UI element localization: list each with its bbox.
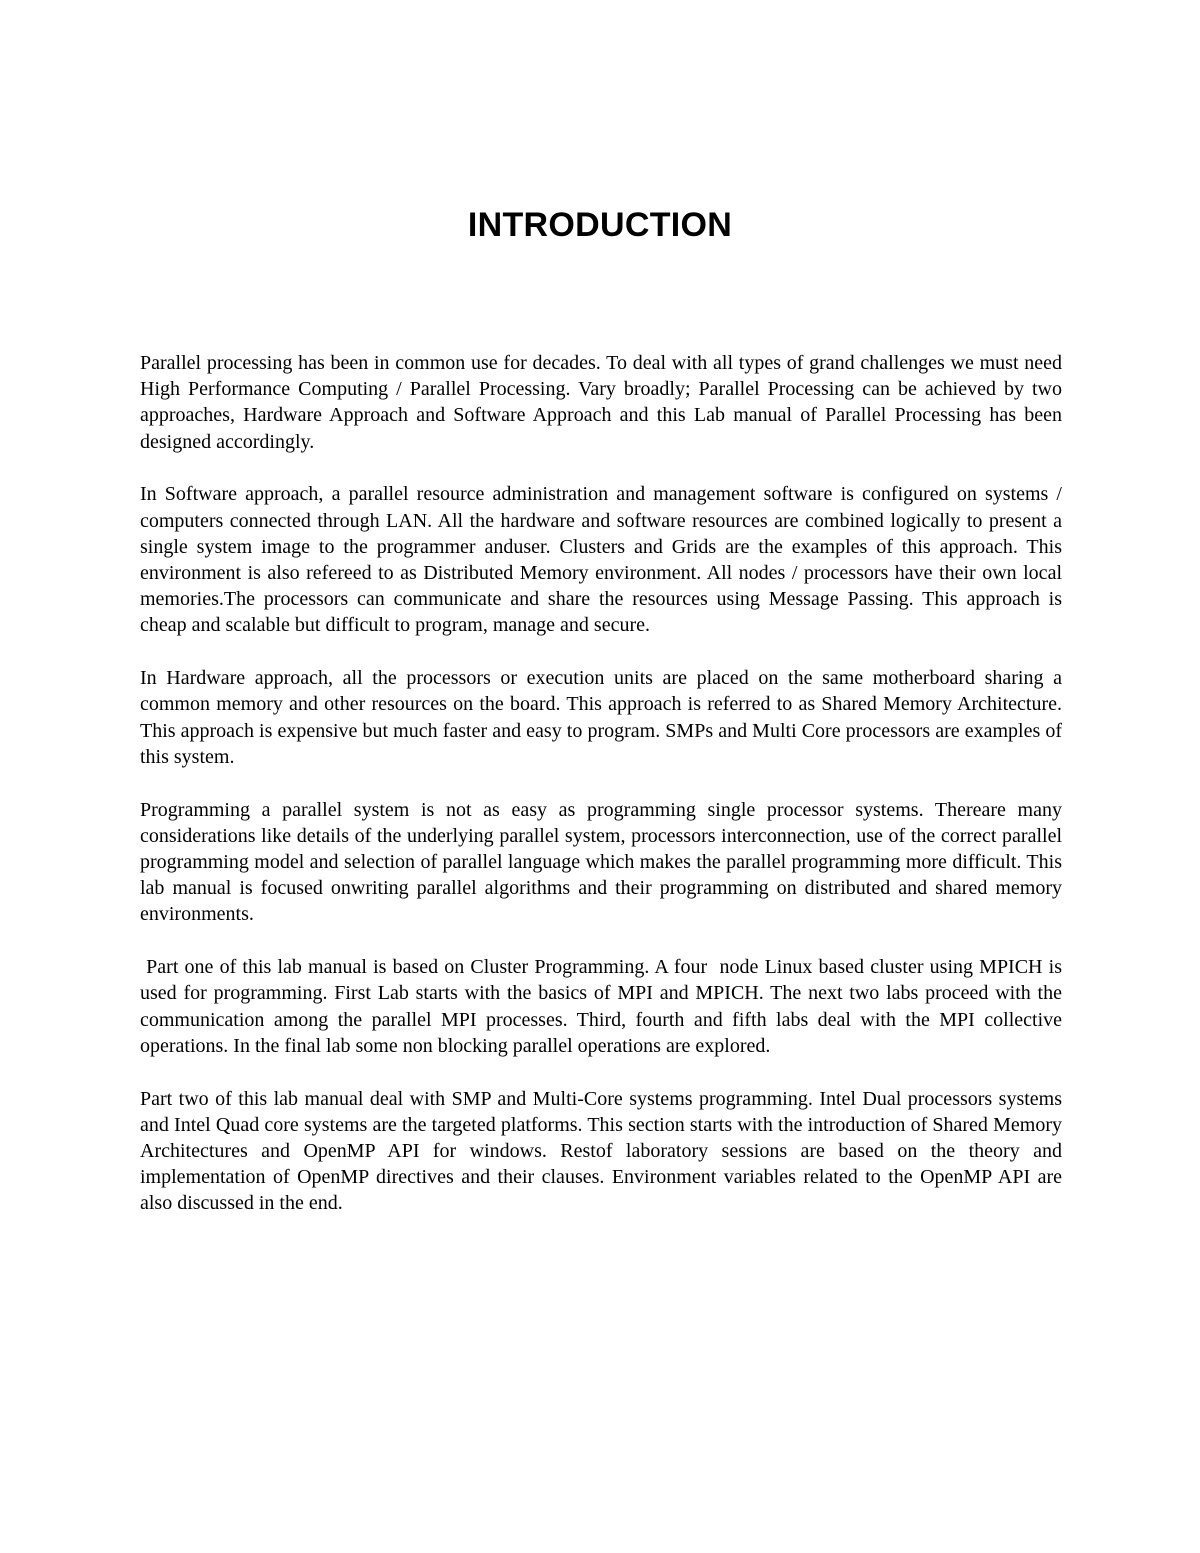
paragraph-hardware-approach: In Hardware approach, all the processors or execution units are placed on the same motherboard sharing a common memory and other resources on the board. This approach is referred to as Shared Memory Architecture. This approach is expensive but much faster and easy to program. SMPs and Multi Core processors are examples of this system. — [140, 667, 1062, 768]
paragraph-programming-considerations: Programming a parallel system is not as easy as programming single processor systems. Thereare many considerations like details of the underlying parallel system, processors interconnection, use of the correct parallel programming model and selection of parallel language which makes the parallel programming more difficult. This lab manual is focused onwriting parallel algorithms and their programming on distributed and shared memory environments. — [140, 798, 1062, 926]
paragraph-part-two: Part two of this lab manual deal with SMP and Multi-Core systems programming. Intel Dual processors systems and Intel Quad core systems are the targeted platforms. This section starts with the introduction of Shared Memory Architectures and OpenMP API for windows. Restof laboratory sessions are based on the theory and implementation of OpenMP directives and their clauses. Environment variables related to the OpenMP API are also discussed in the end. — [140, 1087, 1062, 1215]
page-title: INTRODUCTION — [467, 206, 733, 244]
paragraph-part-one: Part one of this lab manual is based on Cluster Programming. A four node Linux based cluster using MPICH is used for programming. First Lab starts with the basics of MPI and MPICH. The next two labs proceed with the communication among the parallel MPI processes. Third, fourth and fifth labs deal with the MPI collective operations. In the final lab some non blocking parallel operations are explored. — [140, 956, 1068, 1057]
paragraph-software-approach: In Software approach, a parallel resource administration and management software is configured on systems / computers connected through LAN. All the hardware and software resources are combined logically to present a single system image to the programmer anduser. Clusters and Grids are the examples of this approach. This environment is also refereed to as Distributed Memory environment. All nodes / processors have their own local memories.The processors can communicate and share the resources using Message Passing. This approach is cheap and scalable but difficult to program, manage and secure. — [140, 483, 1062, 637]
paragraph-overview: Parallel processing has been in common use for decades. To deal with all types of grand challenges we must need High Performance Computing / Parallel Processing. Vary broadly; Parallel Processing can be achieved by two approaches, Hardware Approach and Software Approach and this Lab manual of Parallel Processing has been designed accordingly. — [140, 352, 1062, 453]
document-body — [140, 350, 1068, 1243]
